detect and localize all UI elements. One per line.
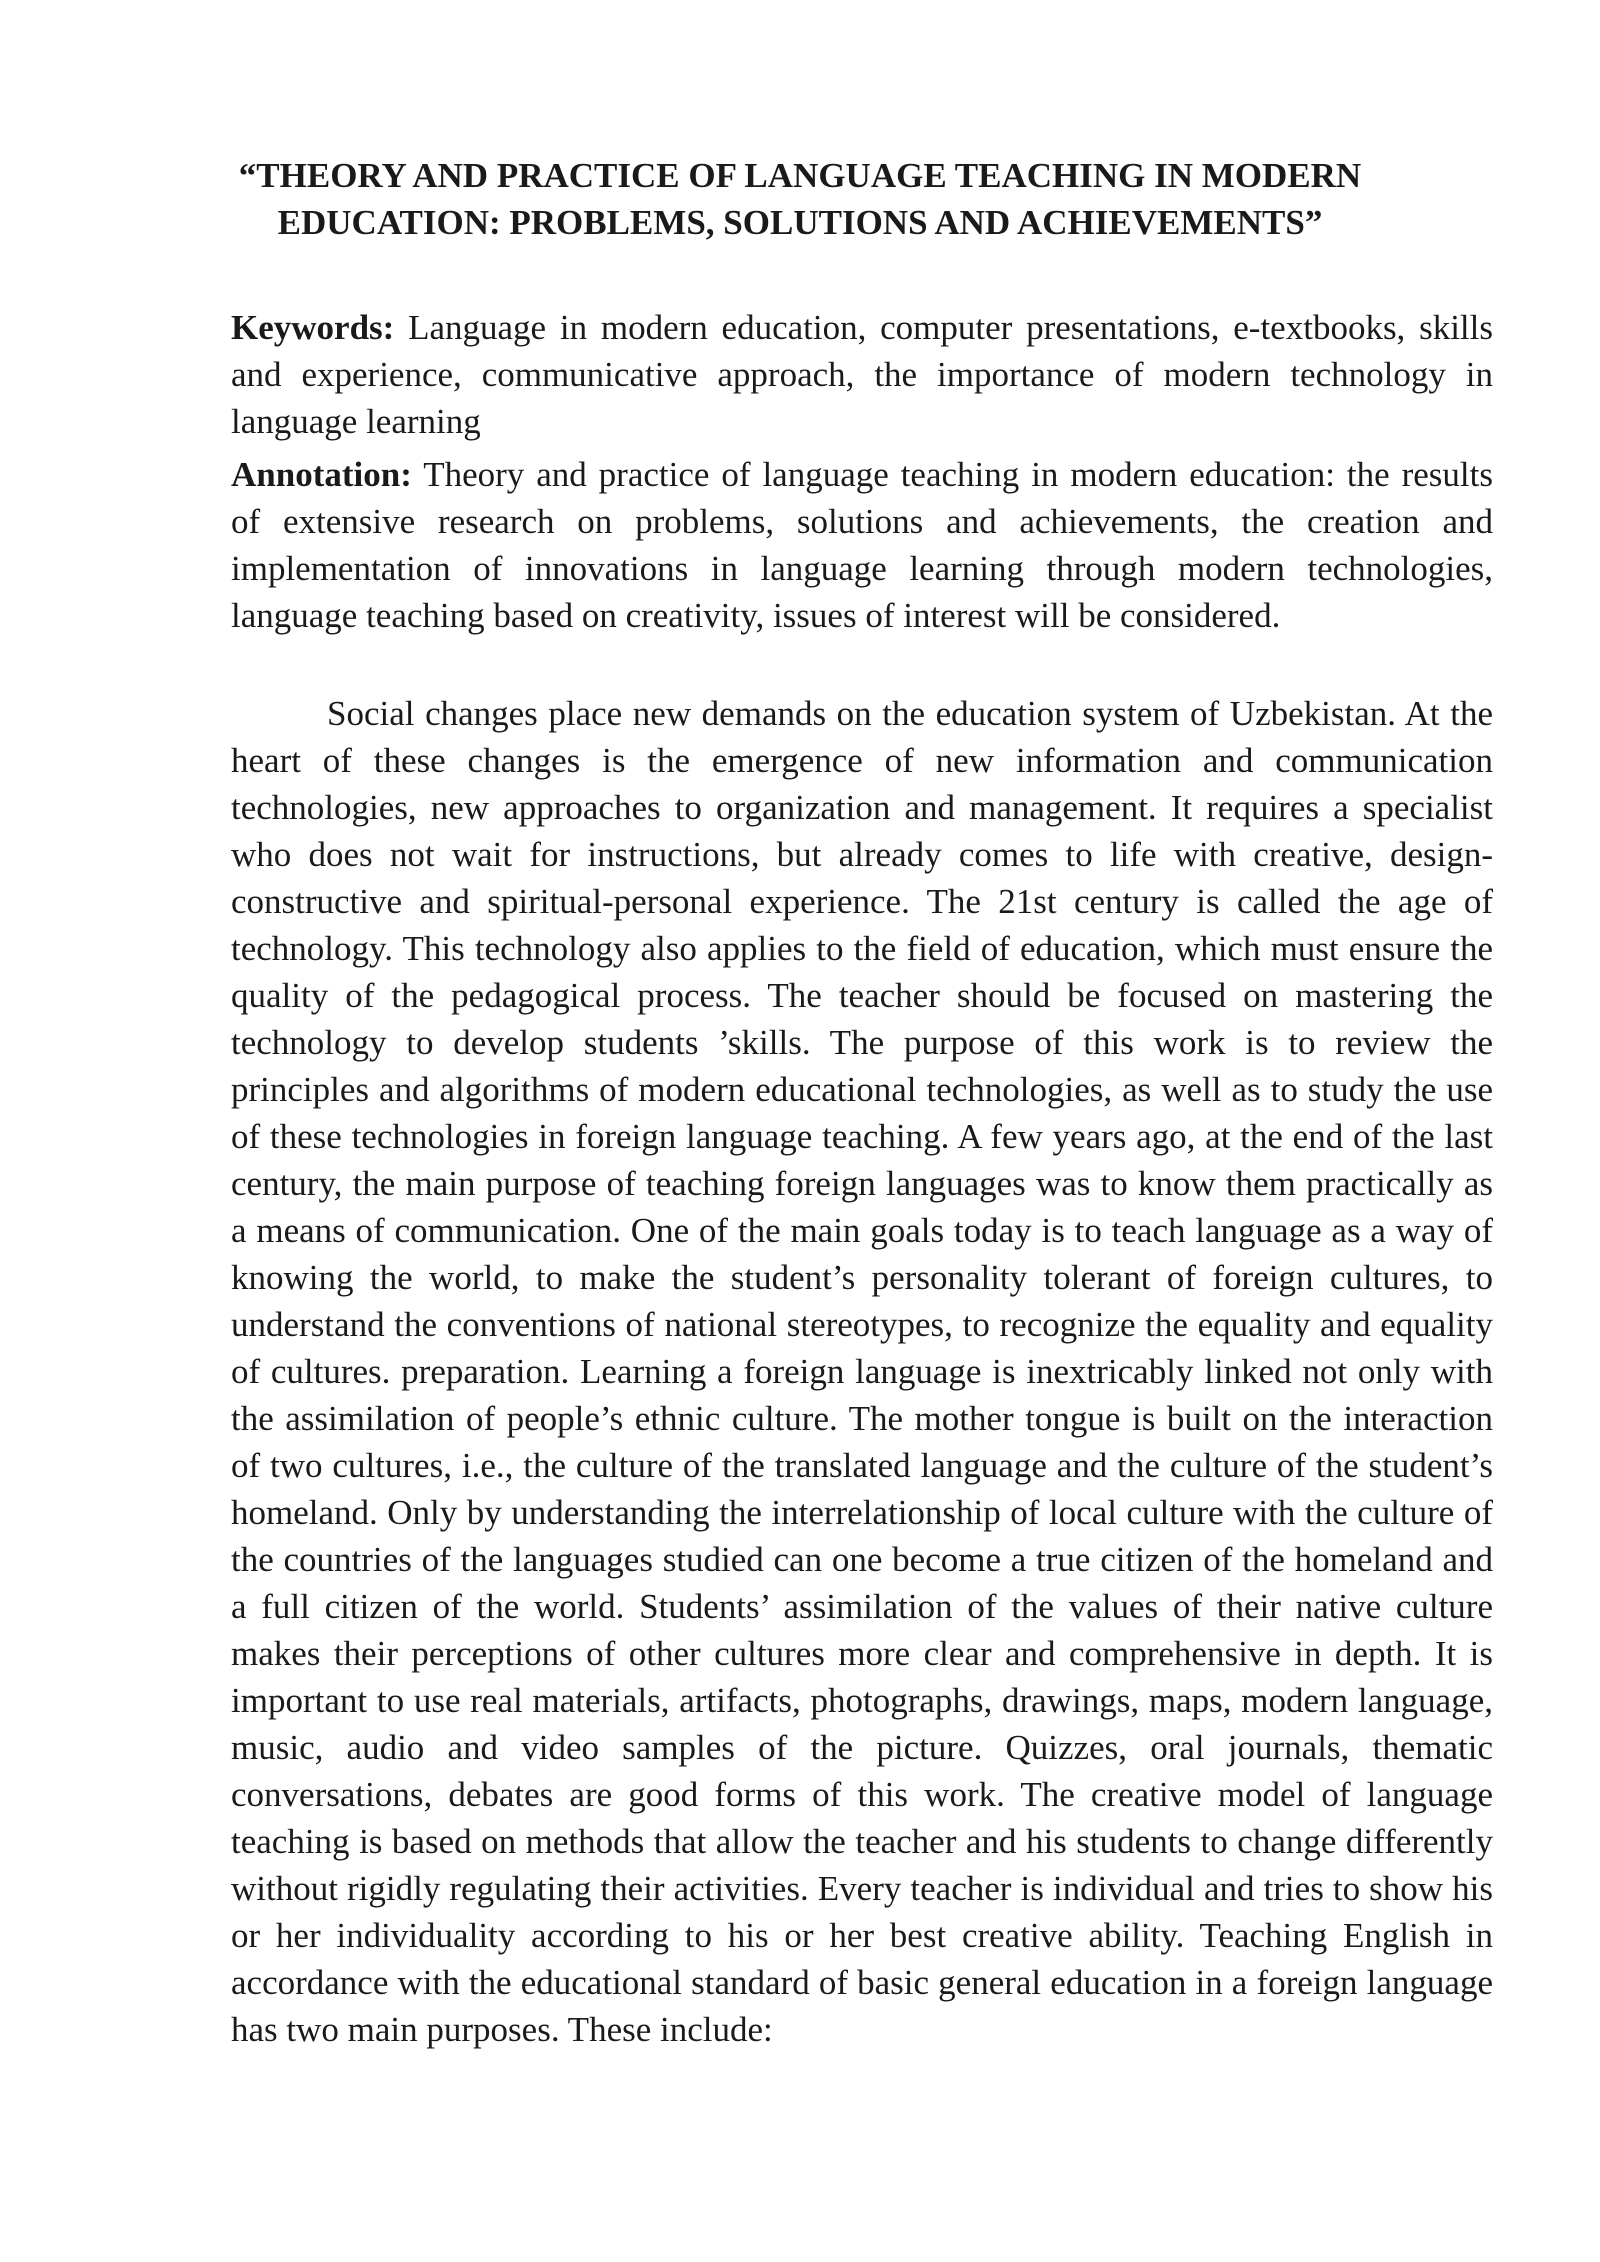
annotation-label: Annotation: [231, 455, 412, 494]
keywords-paragraph [231, 304, 1493, 445]
keywords-label: Keywords: [231, 308, 395, 347]
article-title: “THEORY AND PRACTICE OF LANGUAGE TEACHING IN MODERN EDUCATION: PROBLEMS, SOLUTIONS AND ACHIEVEMENTS” [238, 156, 1362, 242]
keywords-text: Language in modern education, computer presentations, e-textbooks, skills and experience, communicative approach, the importance of modern technology in language learning [231, 308, 1493, 441]
body-paragraph: Social changes place new demands on the education system of Uzbekistan. At the heart of these changes is the emergence of new information and communication technologies, new approaches to organization and management. It requires a specialist who does not wait for instructions, but already comes to life with creative, design-constructive and spiritual-personal experience. The 21st century is called the age of technology. This technology also applies to the field of education, which must ensure the quality of the pedagogical process. The teacher should be focused on mastering the technology to develop students ’skills. The purpose of this work is to review the principles and algorithms of modern educational technologies, as well as to study the use of these technologies in foreign language teaching. A few years ago, at the end of the last century, the main purpose of teaching foreign languages was to know them practically as a means of communication. One of the main goals today is to teach language as a way of knowing the world, to make the student’s personality tolerant of foreign cultures, to understand the conventions of national stereotypes, to recognize the equality and equality of cultures. preparation. Learning a foreign language is inextricably linked not only with the assimilation of people’s ethnic culture. The mother tongue is built on the interaction of two cultures, i.e., the culture of the translated language and the culture of the student’s homeland. Only by understanding the interrelationship of local culture with the culture of the countries of the languages studied can one become a true citizen of the homeland and a full citizen of the world. Students’ assimilation of the values of their native culture makes their perceptions of other cultures more clear and comprehensive in depth. It is important to use real materials, artifacts, photographs, drawings, maps, modern language, music, audio and video samples of the picture. Quizzes, oral journals, thematic conversations, debates are good forms of this work. The creative model of language teaching is based on methods that allow the teacher and his students to change differently without rigidly regulating their activities. Every teacher is individual and tries to show his or her individuality according to his or her best creative ability. Teaching English in accordance with the educational standard of basic general education in a foreign language has two main purposes. These include: [231, 694, 1493, 2049]
annotation-text: Theory and practice of language teaching in modern education: the results of extensive research on problems, solutions and achievements, the creation and implementation of innovations in language learning through modern technologies, language teaching based on creativity, issues of interest will be considered. [231, 455, 1493, 635]
annotation-paragraph [231, 451, 1493, 639]
